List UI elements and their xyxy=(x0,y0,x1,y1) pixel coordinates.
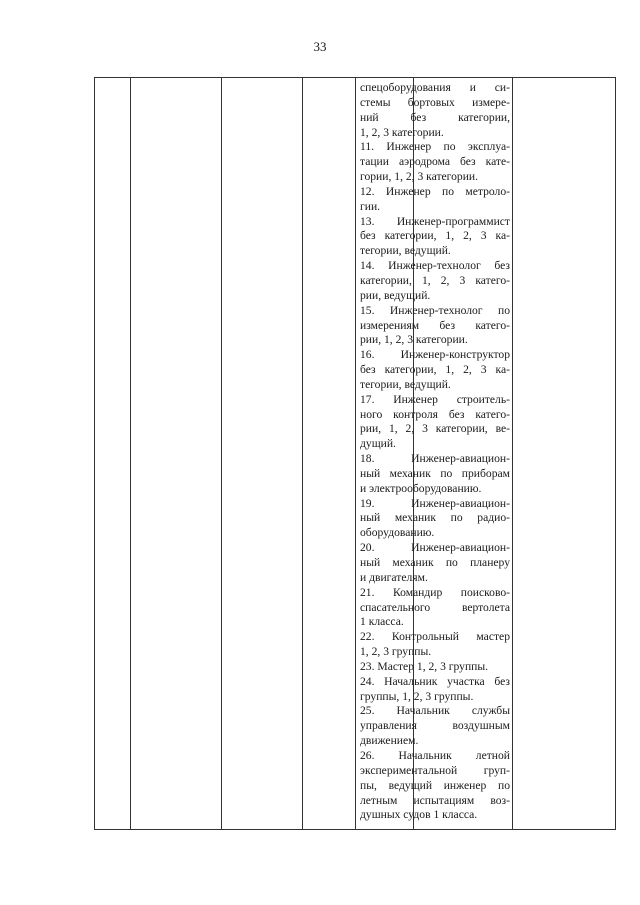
cell-text-line: пы, ведущий инженер по xyxy=(360,778,510,792)
cell-text-line: 17. Инженер строитель- xyxy=(360,392,510,406)
cell-text-line: 14. Инженер-технолог без xyxy=(360,259,510,273)
cell-text-line: управления воздушным xyxy=(360,719,510,733)
cell-text-line: 11. Инженер по эксплуа- xyxy=(360,140,510,154)
cell-text-line: 12. Инженер по метроло- xyxy=(360,184,510,198)
cell-text-line: рии, 1, 2, 3 категории, ве- xyxy=(360,422,510,436)
cell-text-line: гии. xyxy=(360,199,381,213)
column-divider xyxy=(221,78,222,829)
cell-text-line: тегории, ведущий. xyxy=(360,244,451,258)
table-grid xyxy=(94,77,616,830)
cell-text-line: 18. Инженер-авиацион- xyxy=(360,452,510,466)
cell-text-line: движением. xyxy=(360,734,419,748)
cell-text-line: 25. Начальник службы xyxy=(360,704,510,718)
cell-text-line: душных судов 1 класса. xyxy=(360,808,478,822)
cell-text-line: группы, 1, 2, 3 группы. xyxy=(360,689,474,703)
cell-text-line: 23. Мастер 1, 2, 3 группы. xyxy=(360,659,489,673)
cell-text-line: гории, 1, 2, 3 категории. xyxy=(360,170,479,184)
cell-text-line: тегории, ведущий. xyxy=(360,377,451,391)
cell-text-line: без категории, 1, 2, 3 ка- xyxy=(360,363,510,377)
cell-text-line: дущий. xyxy=(360,437,396,451)
cell-text-line: ний без категории, xyxy=(360,110,510,124)
cell-text-line: 22. Контрольный мастер xyxy=(360,630,510,644)
cell-text-line: стемы бортовых измере- xyxy=(360,95,510,109)
cell-text-line: рии, 1, 2, 3 категории. xyxy=(360,333,468,347)
cell-text-line: рии, ведущий. xyxy=(360,288,431,302)
column-divider xyxy=(512,78,513,829)
page-number: 33 xyxy=(313,39,327,54)
cell-text-line: 1 класса. xyxy=(360,615,404,629)
cell-text-line: категории, 1, 2, 3 катего- xyxy=(360,273,510,287)
cell-text-line: спецоборудования и си- xyxy=(360,81,510,94)
cell-text-line: 13. Инженер-программист xyxy=(360,214,510,228)
cell-text-line: и двигателям. xyxy=(360,570,428,584)
cell-text-line: измерениям без катего- xyxy=(360,318,510,332)
cell-text-line: 15. Инженер-технолог по xyxy=(360,303,510,317)
cell-text-line: 24. Начальник участка без xyxy=(360,674,510,688)
column-divider xyxy=(355,78,356,829)
cell-text-line: экспериментальной груп- xyxy=(360,763,510,777)
cell-text-line: 1, 2, 3 группы. xyxy=(360,645,432,659)
cell-text-line: 19. Инженер-авиацион- xyxy=(360,496,510,510)
cell-text-line: 21. Командир поисково- xyxy=(360,585,510,599)
column-divider xyxy=(130,78,131,829)
cell-text-line: без категории, 1, 2, 3 ка- xyxy=(360,229,510,243)
cell-text-line: спасательного вертолета xyxy=(360,600,510,614)
cell-text-line: ный механик по приборам xyxy=(360,466,510,480)
cell-text-line: ный механик по радио- xyxy=(360,511,510,525)
cell-text-line: ного контроля без катего- xyxy=(360,407,510,421)
cell-text-line: и электрооборудованию. xyxy=(360,481,482,495)
cell-text-line: ный механик по планеру xyxy=(360,556,510,569)
cell-text-line: 16. Инженер-конструктор xyxy=(360,348,510,362)
cell-text-line: тации аэродрома без кате- xyxy=(360,155,510,169)
cell-text-line: 1, 2, 3 категории. xyxy=(360,125,444,139)
column-divider xyxy=(302,78,303,829)
cell-text-line: 20. Инженер-авиацион- xyxy=(360,541,510,555)
cell-text-line: 26. Начальник летной xyxy=(360,748,510,762)
position-list-cell xyxy=(360,81,510,823)
cell-text-line: летным испытациям воз- xyxy=(360,793,510,807)
cell-text-line: оборудованию. xyxy=(360,526,435,540)
